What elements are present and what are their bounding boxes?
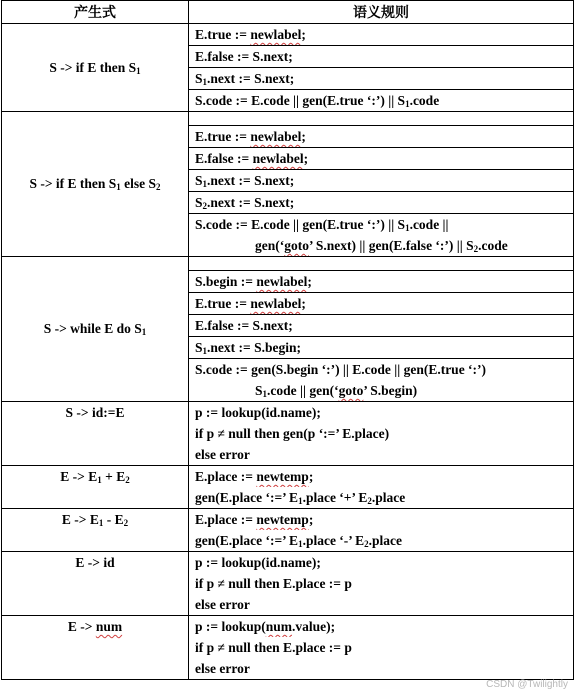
rule-line: $S_2.next$ := S.next; [189,192,573,214]
rule-line: else error [195,447,250,462]
header-production: 产生式 [2,1,189,24]
rule-line: p := lookup(num.value); [195,619,336,634]
production-cell: S -> if E then $S_1$ [2,24,189,112]
rule-line: gen(E.place ‘:=’ $E_1.place$ ‘-’ $E_2.place$ [195,533,403,549]
production-cell: S -> if E then $S_1$ else $S_2$ [2,112,189,257]
table-row [2,24,574,112]
rule-line: gen(E.place ‘:=’ $E_1.place$ ‘+’ $E_2.place$ [195,490,406,506]
rule-line: $S_1.next$ := S.begin; [189,337,573,359]
rule-line: $S_1.next$ := S.next; [189,170,573,192]
rule-line: else error [195,597,250,612]
production-cell: S -> id:=E [2,402,189,466]
rules-cell [189,616,574,680]
semantic-rules-table [1,0,574,680]
rules-cell [189,466,574,509]
rule-line: S.code := E.code || gen(E.true ‘:’) || $S_1.code$ [195,93,440,109]
header-rules: 语义规则 [189,1,574,24]
rules-cell [189,552,574,616]
watermark: CSDN @Twilightly [486,679,568,690]
rule-line: S.code := E.code || gen(E.true ‘:’) || $S_1.code$ || [195,217,449,233]
rule-spacer [189,112,573,126]
rule-line: E.true := newlabel; [189,126,573,148]
rule-line: E.false := S.next; [189,315,573,337]
rules-cell [189,257,574,402]
rule-line: gen(‘goto’ S.next) || gen(E.false ‘:’) || $S_2.code$ [255,238,508,254]
production-cell: $E -> E_1 + E_2$ [2,466,189,509]
production-cell: E -> num [2,616,189,680]
rule-line: if p ≠ null then E.place := p [195,640,352,655]
table-row [2,616,574,680]
header-row [2,1,574,24]
rule-line: if p ≠ null then gen(p ‘:=’ E.place) [195,426,390,441]
rule-line: $S_1.code$ || gen(‘goto’ S.begin) [255,383,418,399]
production-cell: E -> id [2,552,189,616]
rules-cell [189,24,574,112]
table-row [2,257,574,402]
rule-line: else error [195,661,250,676]
rule-line: E.false := S.next; [189,46,573,68]
rule-line: p := lookup(id.name); [195,405,321,420]
rules-cell [189,509,574,552]
rules-cell [189,112,574,257]
rule-line: S.code := gen(S.begin ‘:’) || E.code || gen(E.true ‘:’) [195,362,487,377]
table-row [2,552,574,616]
rule-line: S.begin := newlabel; [189,271,573,293]
table-row [2,509,574,552]
rule-line: E.false := newlabel; [189,148,573,170]
rule-line: p := lookup(id.name); [195,555,321,570]
rules-cell [189,402,574,466]
rule-line: E.place := newtemp; [195,512,314,527]
rule-line: $S_1.next$ := S.next; [189,68,573,90]
table-row [2,112,574,257]
production-cell: $E -> E_1 - E_2$ [2,509,189,552]
table-row [2,402,574,466]
production-cell: S -> while E do $S_1$ [2,257,189,402]
rule-line: E.true := newlabel; [189,24,573,46]
rule-spacer [189,257,573,271]
rule-line: if p ≠ null then E.place := p [195,576,352,591]
table-row [2,466,574,509]
rule-line: E.true := newlabel; [189,293,573,315]
rule-line: E.place := newtemp; [195,469,314,484]
